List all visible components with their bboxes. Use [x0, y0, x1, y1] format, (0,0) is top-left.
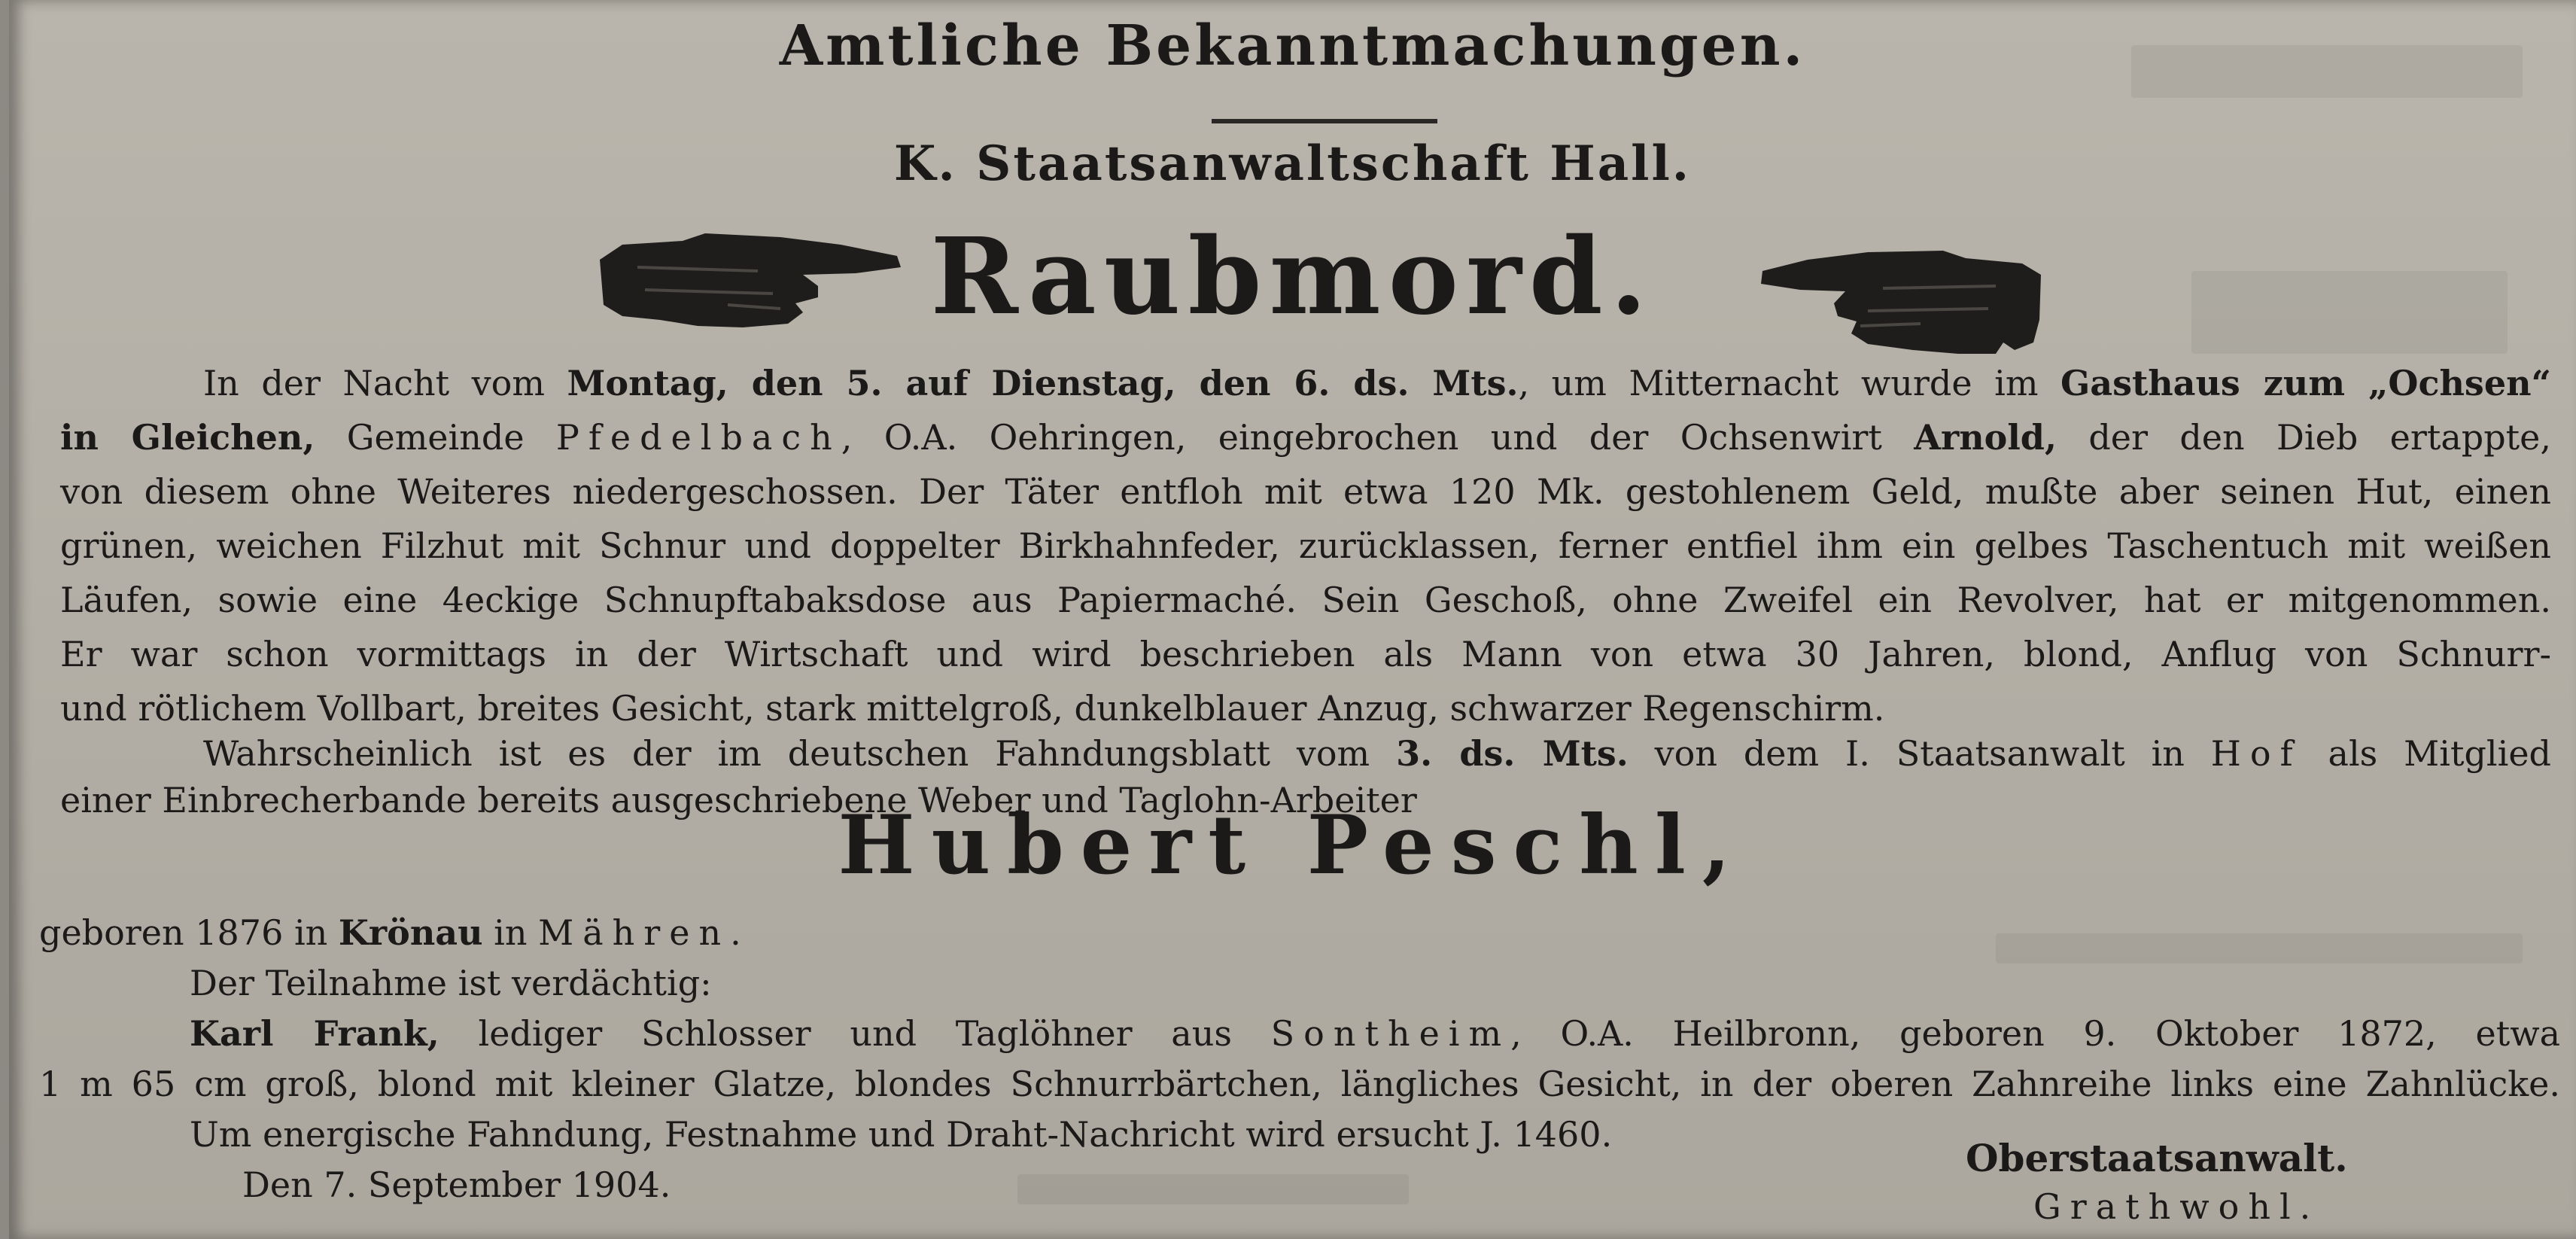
- paragraph1-line6: Er war schon vormittags in der Wirtschaft und wird beschrieben als Mann von etwa 30 Jahren, blond, Anflug von Schnurr-: [60, 634, 2551, 674]
- date-highlight: Montag, den 5. auf Dienstag, den 6. ds. Mts.: [567, 363, 1519, 403]
- paragraph1-line7: und rötlichem Vollbart, breites Gesicht, stark mittelgroß, dunkelblauer Anzug, schwarzer Regenschirm.: [60, 688, 1885, 729]
- signature-name: Grathwohl.: [2033, 1186, 2320, 1227]
- paragraph1-line2: [60, 414, 2551, 461]
- paragraph1-line4: grünen, weichen Filzhut mit Schnur und doppelter Birkhahnfeder, zurücklassen, ferner entfiel ihm ein gelbes Taschentuch mit weißen: [60, 525, 2551, 566]
- paragraph1-line1: [203, 360, 2551, 406]
- suspect-name: Hubert Peschl,: [838, 798, 1747, 893]
- victim-name: Arnold,: [1914, 417, 2057, 458]
- text-run: lediger Schlosser und Taglöhner aus: [439, 1013, 1271, 1054]
- date-highlight: 3. ds. Mts.: [1396, 733, 1629, 774]
- paragraph2-line1: [203, 730, 2551, 777]
- text-run: Wahrscheinlich ist es der im deutschen Fahndungsblatt vom: [203, 733, 1397, 774]
- municipality-name: Pfedelbach: [555, 417, 841, 458]
- text-run: in: [482, 912, 539, 953]
- paragraph3-line1: Der Teilnahme ist verdächtig:: [190, 963, 712, 1003]
- text-run: als Mitglied: [2301, 733, 2551, 774]
- bleed-through-text: [1996, 933, 2523, 963]
- hometown-name: Sontheim: [1270, 1013, 1511, 1054]
- text-run: von dem I. Staatsanwalt in: [1628, 733, 2211, 774]
- paragraph1-line5: Läufen, sowie eine 4eckige Schnupftabaksdose aus Papiermaché. Sein Geschoß, ohne Zweifel ein Revolver, hat er mitgenommen.: [60, 580, 2551, 620]
- text-run: , O.A. Heilbronn, geboren 9. Oktober 1872, etwa: [1510, 1013, 2560, 1054]
- title-rule: [1212, 119, 1437, 123]
- authority-heading: K. Staatsanwaltschaft Hall.: [893, 135, 1692, 192]
- city-name: Hof: [2210, 733, 2302, 774]
- region-name: Mähren.: [538, 912, 750, 953]
- text-run: Gemeinde: [315, 417, 556, 458]
- signature-title: Oberstaatsanwalt.: [1966, 1136, 2348, 1180]
- section-title: Amtliche Bekanntmachungen.: [779, 14, 1806, 78]
- paragraph2-line2: einer Einbrecherbande bereits ausgeschriebene Weber und Taglohn-Arbeiter: [60, 780, 1417, 820]
- headline: Raubmord.: [930, 215, 1655, 339]
- text-run: geboren 1876 in: [39, 912, 339, 953]
- place-name: in Gleichen,: [60, 417, 315, 458]
- text-run: der den Dieb ertappte,: [2056, 417, 2551, 458]
- newspaper-page: [9, 0, 2576, 1239]
- paragraph3-line3: 1 m 65 cm groß, blond mit kleiner Glatze, blondes Schnurrbärtchen, längliches Gesicht, in der oberen Zahnreihe links eine Zahnlücke.: [39, 1064, 2560, 1104]
- bleed-through-text: [1017, 1174, 1409, 1204]
- birthplace: Krönau: [338, 912, 483, 953]
- text-run: , um Mitternacht wurde im: [1518, 363, 2060, 403]
- text-run: , O.A. Oehringen, eingebrochen und der Ochsenwirt: [841, 417, 1915, 458]
- inn-name: Gasthaus zum „Ochsen“: [2060, 363, 2551, 403]
- born-line: [39, 909, 750, 956]
- date-line: Den 7. September 1904.: [242, 1164, 671, 1205]
- text-run: In der Nacht vom: [203, 363, 567, 403]
- accomplice-name: Karl Frank,: [190, 1013, 439, 1054]
- paragraph1-line3: von diesem ohne Weiteres niedergeschossen. Der Täter entfloh mit etwa 120 Mk. gestohlenem Geld, mußte aber seinen Hut, einen: [60, 471, 2551, 512]
- paragraph3-line4: Um energische Fahndung, Festnahme und Draht-Nachricht wird ersucht J. 1460.: [190, 1114, 1613, 1155]
- paragraph3-line2: [190, 1010, 2560, 1057]
